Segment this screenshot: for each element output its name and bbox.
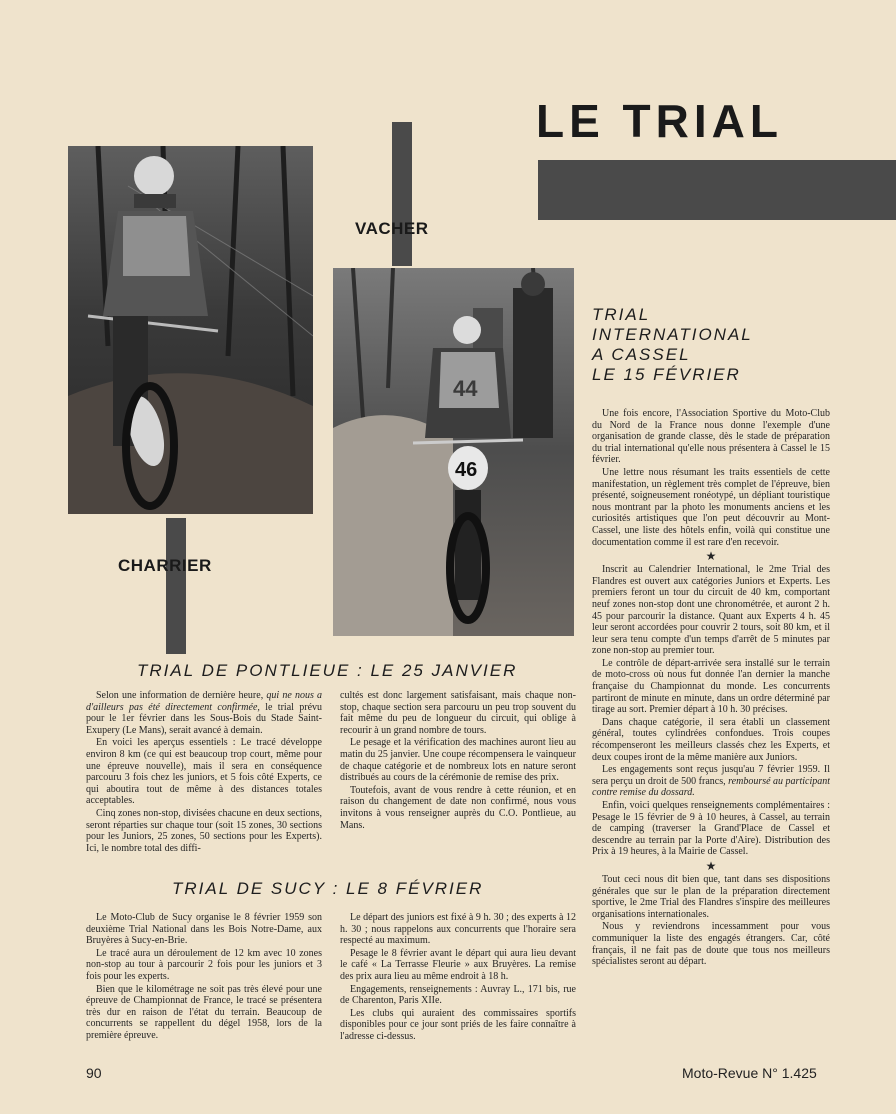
cassel-article bbox=[592, 408, 830, 1050]
caption-charrier: CHARRIER bbox=[118, 556, 212, 575]
cassel-heading-line: A CASSEL bbox=[592, 345, 691, 364]
photo-charrier bbox=[68, 146, 313, 514]
caption-vacher: VACHER bbox=[355, 219, 429, 238]
pontlieue-paragraph: cultés est donc largement satisfaisant, mais chaque non-stop, chaque section sera parcouru un peu trop souvent du fait même du peu de longueur du circuit, qui oblige à recourir à un grand nombre de tours. bbox=[340, 690, 576, 736]
cassel-heading bbox=[592, 305, 753, 385]
cassel-paragraph: Tout ceci nous dit bien que, tant dans ses dispositions générales que sur le plan de la préparation directement sportive, le 2me Trial des Flandres s'inspire des meilleures organisations internationales. bbox=[592, 873, 830, 920]
magazine-footer bbox=[682, 1065, 817, 1081]
magazine-issue: N° 1.425 bbox=[762, 1065, 817, 1081]
svg-text:44: 44 bbox=[453, 376, 478, 401]
sucy-paragraph: Engagements, renseignements : Auvray L., 171 bis, rue de Charenton, Paris XIIe. bbox=[340, 983, 576, 1007]
pontlieue-intro: Selon une information de dernière heure, bbox=[96, 690, 264, 701]
sucy-column-1 bbox=[86, 912, 322, 1052]
star-separator: ★ bbox=[705, 858, 717, 873]
star-separator: ★ bbox=[705, 549, 717, 564]
cassel-fee-text: Les engagements sont reçus jusqu'au 7 février 1959. Il sera perçu un droit de 500 francs, bbox=[592, 764, 830, 787]
title-stripe-bar bbox=[538, 160, 896, 220]
photo-vacher-image bbox=[333, 268, 574, 636]
sucy-paragraph: Bien que le kilométrage ne soit pas très élevé pour une épreuve de Championnat de France, le tracé se présentera très dur en raison de l'état du terrain. Beaucoup de concurrents se rappellent du dégel 1958, lors de la première épreuve. bbox=[86, 983, 322, 1041]
photo-vacher bbox=[333, 268, 574, 636]
cassel-paragraph: Une lettre nous résumant les traits essentiels de cette manifestation, un règlement très complet de l'épreuve, bien présenté, soigneusement ronéotypé, un dépliant touristique nous montrant par la photo les monuments anciens et les curiosités artistiques que l'on peut découvrir au Mont-Cassel, une liste des hôtels enfin, voilà qui constitue une documentation comme il est rare d'en recevoir. bbox=[592, 466, 830, 548]
pontlieue-paragraph bbox=[86, 690, 322, 736]
sucy-paragraph: Pesage le 8 février avant le départ qui aura lieu devant le café « La Terrasse Fleurie » aux Bruyères. La remise des prix aura lieu au même endroit à 18 h. bbox=[340, 947, 576, 982]
page-title: LE TRIAL bbox=[536, 95, 783, 147]
pontlieue-column-2 bbox=[340, 690, 576, 862]
cassel-paragraph: Enfin, voici quelques renseignements complémentaires : Pesage le 15 février de 9 à 10 heures, à Cassel, au terrain de camping (traverser la Grand'Place de Cassel et descendre au terrain par la Porte d'Aire). Distribution des Prix à 19 heures, à la Mairie de Cassel. bbox=[592, 800, 830, 858]
cassel-paragraph: Une fois encore, l'Association Sportive du Moto-Club du Nord de la France nous donne l'exemple d'une organisation de grande classe, dès le stade de préparation du trial international qu'elle nous présentera à Cassel le 15 février. bbox=[592, 408, 830, 466]
cassel-heading-line: INTERNATIONAL bbox=[592, 325, 753, 344]
pontlieue-paragraph: Cinq zones non-stop, divisées chacune en deux sections, seront réparties sur chaque tour (soit 15 zones, 30 sections pour les Juniors, 25 zones, 50 sections pour les Experts). Ici, le nombre total des diffi- bbox=[86, 807, 322, 854]
cassel-fee-italic: remboursé au participant contre remise du dossard. bbox=[592, 775, 830, 799]
pontlieue-paragraph: Toutefois, avant de vous rendre à cette réunion, et en raison du changement de date non confirmé, nous vous invitons à vous renseigner auprès du C.O. Pontlieue, au Mans. bbox=[340, 784, 576, 831]
cassel-heading-line: TRIAL bbox=[592, 305, 651, 324]
magazine-name: Moto-Revue bbox=[682, 1065, 759, 1081]
cassel-paragraph: Nous y reviendrons incessamment pour vous communiquer la liste des engagés étrangers. Car, côté français, il ne fait pas de doute que tous nos meilleurs spécialistes seront au départ. bbox=[592, 921, 830, 968]
sucy-heading: TRIAL DE SUCY : LE 8 FÉVRIER bbox=[172, 879, 484, 898]
pontlieue-intro-italic: qui ne nous a d'ailleurs pas été directement confirmée, bbox=[86, 690, 322, 713]
sucy-paragraph: Le tracé aura un déroulement de 12 km avec 10 zones non-stop au tour à parcourir 2 fois pour les juniors et 3 fois pour les experts. bbox=[86, 947, 322, 982]
pontlieue-paragraph: Le pesage et la vérification des machines auront lieu au matin du 25 janvier. Une coupe récompensera le vainqueur de chaque catégorie et de nombreux lots en nature seront distribués au cours de la cérémonie de remise des prix. bbox=[340, 737, 576, 784]
sucy-paragraph: Le départ des juniors est fixé à 9 h. 30 ; des experts à 12 h. 30 ; nous rappelons aux concurrents que l'horaire sera respecté au maximum. bbox=[340, 912, 576, 947]
sucy-paragraph: Le Moto-Club de Sucy organise le 8 février 1959 son deuxième Trial National dans les Bois Notre-Dame, aux Bruyères à Sucy-en-Brie. bbox=[86, 912, 322, 947]
pontlieue-heading: TRIAL DE PONTLIEUE : LE 25 JANVIER bbox=[137, 661, 518, 680]
rider-number: 46 bbox=[455, 459, 478, 481]
sucy-column-2 bbox=[340, 912, 576, 1052]
pontlieue-paragraph: En voici les aperçus essentiels : Le tracé développe environ 8 km (ce qui est beaucoup trop court, même pour une épreuve nouvelle), mais il sera en conséquence parcouru 3 fois chez les juniors, et 5 fois côté Experts, ce qui aboutira tout de même à des distances totales acceptables. bbox=[86, 737, 322, 807]
pontlieue-intro-rest: le trial prévu pour le 1er février dans les Sous-Bois du Stade Saint-Exupery (Le Mans), serait avancé à demain. bbox=[86, 701, 322, 736]
cassel-heading-line: LE 15 FÉVRIER bbox=[592, 365, 741, 384]
pontlieue-column-1 bbox=[86, 690, 322, 862]
cassel-paragraph: Dans chaque catégorie, il sera établi un classement général, toutes cylindrées confondues. Trois coupes récompenseront les meilleurs classés chez les Experts, et deux coupes iront de la même manière aux Juniors. bbox=[592, 716, 830, 763]
charrier-vertical-bar bbox=[166, 518, 186, 654]
show-through-ghost bbox=[365, 95, 383, 145]
photo-charrier-image bbox=[68, 146, 313, 514]
cassel-paragraph: Inscrit au Calendrier International, le 2me Trial des Flandres est ouvert aux catégories Juniors et Experts. Les premiers feront un tour du circuit de 40 km, comportant neuf zones non-stop dont une chronométrée, et auront 2 h. 45 pour parcourir la distance. Quant aux Experts 4 h. 45 leur seront accordées pour couvrir 2 tours, soit 80 km, et il leur sera tenu compte d'un temps d'arrêt de 5 minutes par zone non-stop au premier tour. bbox=[592, 564, 830, 657]
cassel-paragraph bbox=[592, 764, 830, 799]
page-number: 90 bbox=[86, 1065, 102, 1081]
sucy-paragraph: Les clubs qui auraient des commissaires sportifs disponibles pour ce jour sont priés de les faire connaître à l'adresse ci-dessus. bbox=[340, 1007, 576, 1042]
vacher-vertical-bar bbox=[392, 122, 412, 266]
cassel-paragraph: Le contrôle de départ-arrivée sera installé sur le terrain de moto-cross où nous fut donnée l'an dernier la manche française du Championnat du monde. Les concurrents partiront de minute en minute, dans un ordre déterminé par tirage au sort. Premier départ à 10 h. 30 précises. bbox=[592, 657, 830, 716]
